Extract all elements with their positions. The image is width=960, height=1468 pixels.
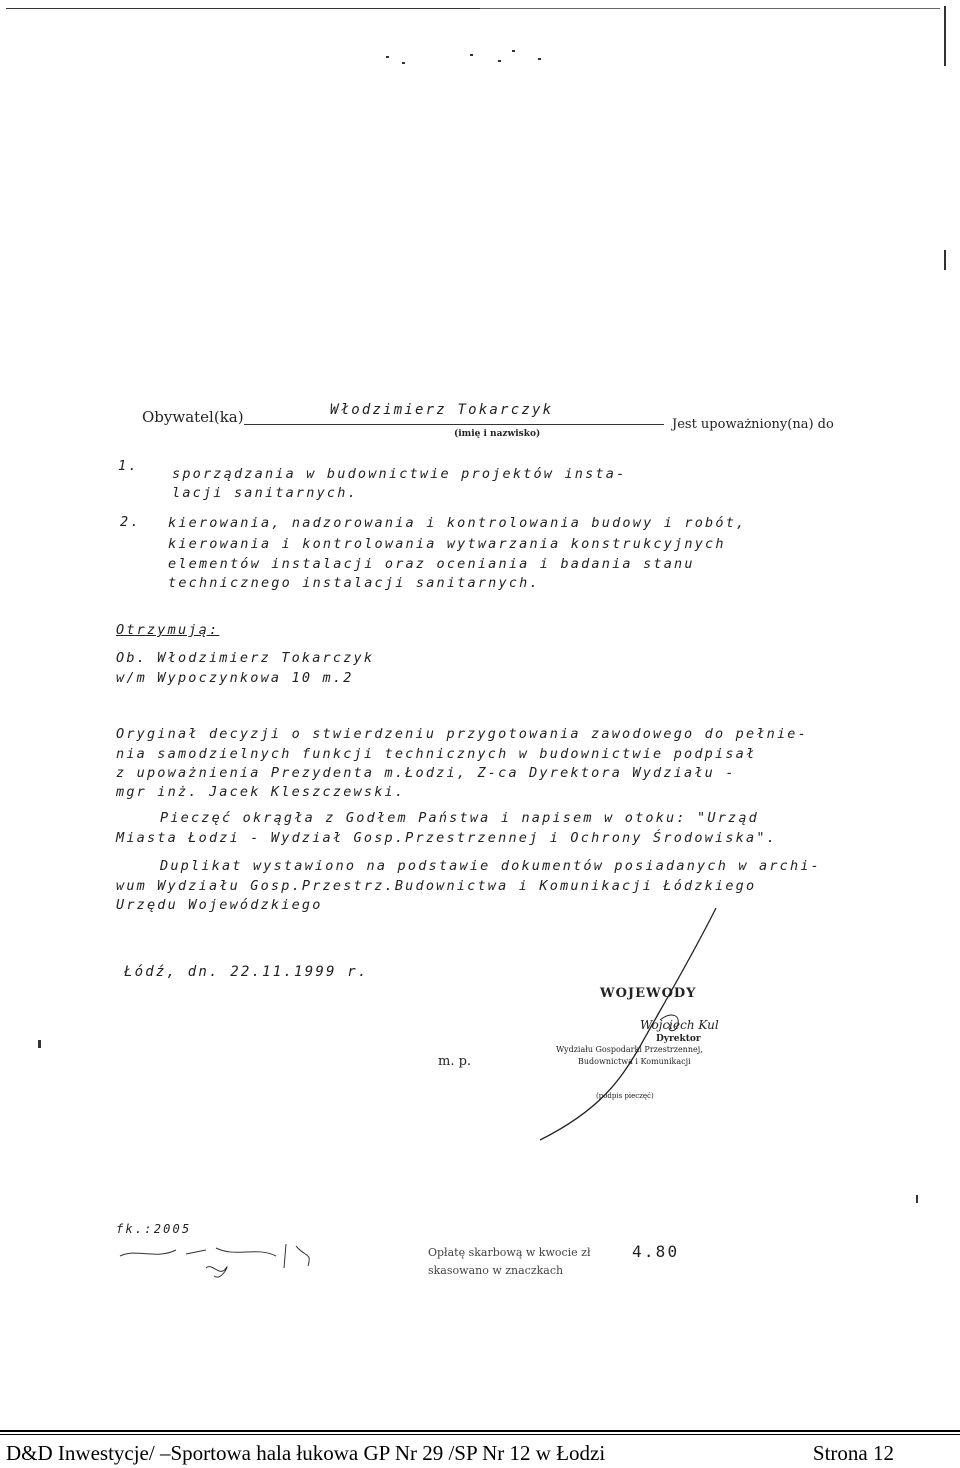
scan-artifact-top-line — [6, 8, 496, 9]
stamp-wojewody: WOJEWODY — [600, 986, 697, 1001]
footer-rule — [0, 1430, 960, 1432]
fee-line-1: Opłatę skarbową w kwocie zł — [428, 1246, 591, 1259]
name-underline — [244, 424, 664, 425]
stamp-dept-line-1: Wydziału Gospodarki Przestrzennej, — [556, 1045, 703, 1054]
footer-page-number: Strona 12 — [812, 1441, 894, 1465]
duplicate-note-line-1: Duplikat wystawiono na podstawie dokumentów posiadanych w archi- — [160, 858, 821, 874]
seal-note-line-1: Pieczęć okrągła z Godłem Państwa i napisem w otoku: "Urząd — [160, 810, 760, 826]
item-2-line-2: kierowania i kontrolowania wytwarzania konstrukcyjnych — [168, 536, 726, 552]
name-caption: (imię i nazwisko) — [454, 429, 541, 439]
original-note-line-3: z upoważnienia Prezydenta m.Łodzi, Z-ca Dyrektora Wydziału - — [116, 765, 736, 781]
item-2-line-4: technicznego instalacji sanitarnych. — [168, 575, 540, 591]
stamp-mp: m. p. — [438, 1054, 472, 1069]
duplicate-note-line-2: wum Wydziału Gosp.Przestrz.Budownictwa i Komunikacji Łódzkiego — [116, 878, 757, 894]
scan-artifact-right-edge — [944, 6, 946, 66]
recipient-name: Ob. Włodzimierz Tokarczyk — [116, 650, 375, 666]
stamp-name: Wojciech Kul — [640, 1018, 719, 1032]
footer-document-title: D&D Inwestycje/ –Sportowa hala łukowa GP Nr 29 /SP Nr 12 w Łodzi — [6, 1441, 606, 1465]
reference-code: fk.:2005 — [116, 1222, 192, 1236]
place-date: Łódź, dn. 22.11.1999 r. — [124, 964, 369, 980]
seal-note-line-2: Miasta Łodzi - Wydział Gosp.Przestrzennej i Ochrony Środowiska". — [116, 830, 777, 846]
item-1-number: 1. — [118, 458, 139, 474]
recipients-heading: Otrzymują: — [116, 622, 220, 638]
item-2-line-3: elementów instalacji oraz oceniania i badania stanu — [168, 556, 695, 572]
item-2-line-1: kierowania, nadzorowania i kontrolowania budowy i robót, — [168, 515, 747, 531]
item-1-line-1: sporządzania w budownictwie projektów insta- — [172, 466, 627, 482]
fee-line-2: skasowano w znaczkach — [428, 1264, 564, 1277]
stamp-title: Dyrektor — [656, 1034, 701, 1044]
authorized-label: Jest upoważniony(na) do — [672, 417, 834, 432]
item-1-line-2: lacji sanitarnych. — [172, 485, 358, 501]
item-2-number: 2. — [120, 514, 141, 530]
recipient-address: w/m Wypoczynkowa 10 m.2 — [116, 670, 354, 686]
citizen-name: Włodzimierz Tokarczyk — [330, 402, 554, 418]
handwritten-reference-scribble — [116, 1238, 316, 1288]
stamp-dept-line-2: Budownictwa i Komunikacji — [578, 1057, 691, 1066]
original-note-line-4: mgr inż. Jacek Kleszczewski. — [116, 784, 406, 800]
citizen-label: Obywatel(ka) — [142, 408, 244, 426]
footer-rule-thin — [0, 1434, 960, 1435]
fee-amount: 4.80 — [632, 1242, 680, 1261]
original-note-line-2: nia samodzielnych funkcji technicznych w budownictwie podpisał — [116, 746, 757, 762]
duplicate-note-line-3: Urzędu Wojewódzkiego — [116, 897, 323, 913]
stamp-caption: (podpis pieczęć) — [596, 1092, 654, 1100]
scan-artifact-top-line-right — [480, 8, 940, 9]
original-note-line-1: Oryginał decyzji o stwierdzeniu przygotowania zawodowego do pełnie- — [116, 726, 808, 742]
